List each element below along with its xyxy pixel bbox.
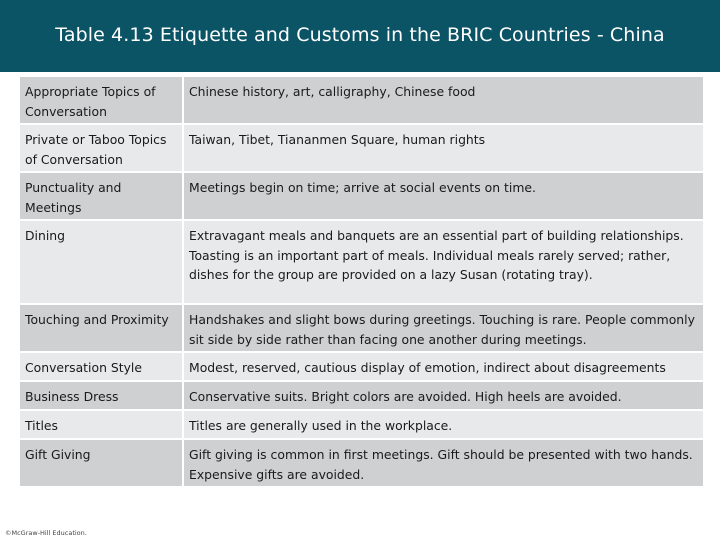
table-row: [20, 440, 703, 488]
detail-cell: Modest, reserved, cautious display of emotion, indirect about disagreements: [184, 353, 703, 382]
detail-cell: Handshakes and slight bows during greetings. Touching is rare. People commonly sit side by side rather than facing one another during meetings.: [184, 305, 703, 353]
detail-cell: Chinese history, art, calligraphy, Chinese food: [184, 77, 703, 125]
table-row: [20, 125, 703, 173]
table-row: [20, 77, 703, 125]
table-row: [20, 305, 703, 353]
title-bar: [0, 0, 720, 72]
topic-cell: Titles: [20, 411, 184, 440]
topic-cell: Conversation Style: [20, 353, 184, 382]
slide-title: Table 4.13 Etiquette and Customs in the BRIC Countries - China: [55, 24, 665, 46]
topic-cell: Dining: [20, 221, 184, 305]
detail-cell: Taiwan, Tibet, Tiananmen Square, human rights: [184, 125, 703, 173]
table-row: [20, 221, 703, 305]
detail-cell: Conservative suits. Bright colors are avoided. High heels are avoided.: [184, 382, 703, 411]
topic-cell: Business Dress: [20, 382, 184, 411]
table-row: [20, 382, 703, 411]
topic-cell: Gift Giving: [20, 440, 184, 488]
topic-cell: Private or Taboo Topics of Conversation: [20, 125, 184, 173]
topic-cell: Touching and Proximity: [20, 305, 184, 353]
detail-cell: Titles are generally used in the workplace.: [184, 411, 703, 440]
detail-cell: Meetings begin on time; arrive at social events on time.: [184, 173, 703, 221]
topic-cell: Appropriate Topics of Conversation: [20, 77, 184, 125]
detail-cell: Extravagant meals and banquets are an essential part of building relationships. Toasting is an important part of meals. Individual meals rarely served; rather, dishes for the group are provided on a lazy Susan (rotating tray).: [184, 221, 703, 305]
table-row: [20, 173, 703, 221]
table-row: [20, 411, 703, 440]
topic-cell: Punctuality and Meetings: [20, 173, 184, 221]
detail-cell: Gift giving is common in first meetings. Gift should be presented with two hands. Expensive gifts are avoided.: [184, 440, 703, 488]
copyright-footer: ©McGraw-Hill Education.: [5, 529, 87, 537]
table-row: [20, 353, 703, 382]
etiquette-table: [20, 77, 703, 488]
